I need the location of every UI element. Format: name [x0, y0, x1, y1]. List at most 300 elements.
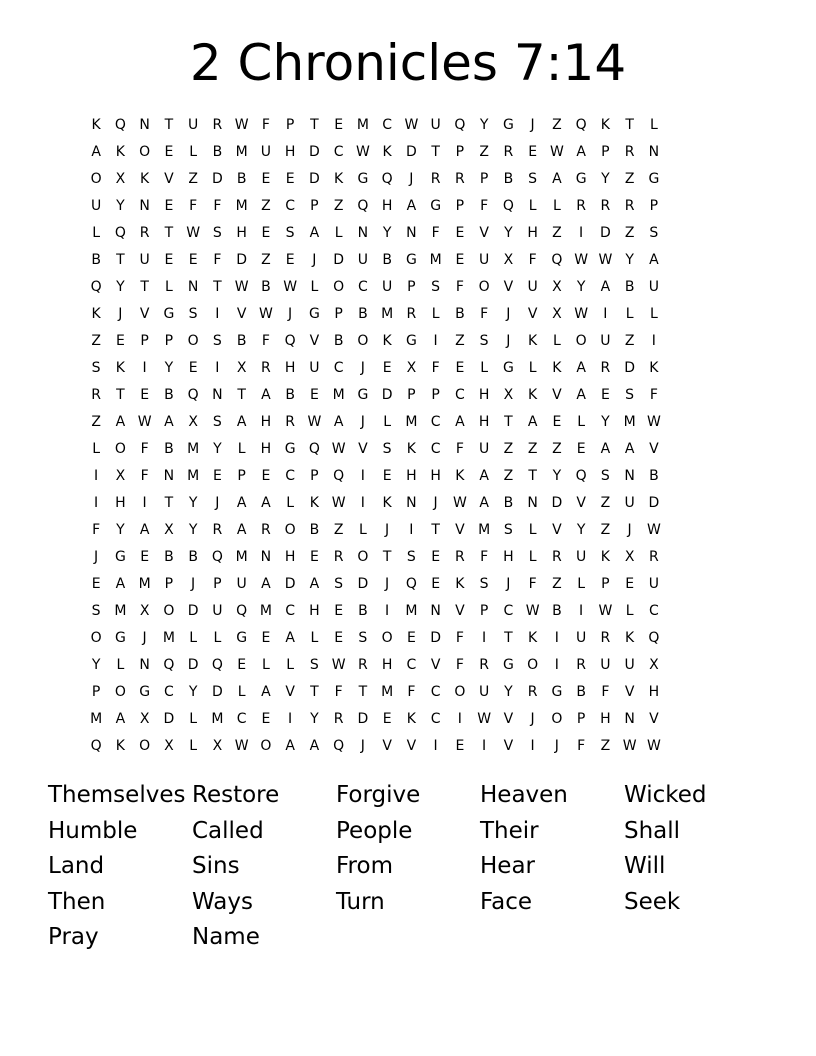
- grid-letter[interactable]: R: [285, 414, 295, 430]
- grid-letter[interactable]: J: [191, 576, 196, 592]
- grid-letter[interactable]: W: [549, 144, 564, 160]
- grid-letter[interactable]: M: [405, 603, 418, 619]
- grid-letter[interactable]: P: [237, 468, 246, 484]
- grid-letter[interactable]: R: [406, 306, 417, 322]
- grid-letter[interactable]: E: [455, 252, 465, 268]
- grid-letter[interactable]: H: [478, 414, 490, 430]
- grid-letter[interactable]: L: [286, 495, 295, 511]
- grid-letter[interactable]: P: [455, 198, 465, 214]
- grid-letter[interactable]: E: [600, 387, 610, 403]
- grid-letter[interactable]: E: [261, 468, 271, 484]
- grid-letter[interactable]: L: [310, 630, 319, 646]
- grid-letter[interactable]: L: [189, 738, 198, 754]
- grid-letter[interactable]: E: [261, 711, 271, 727]
- grid-letter[interactable]: J: [554, 738, 559, 754]
- grid-letter[interactable]: L: [528, 360, 537, 376]
- grid-letter[interactable]: I: [651, 333, 656, 349]
- grid-letter[interactable]: E: [164, 144, 174, 160]
- grid-letter[interactable]: B: [576, 684, 586, 700]
- grid-letter[interactable]: G: [405, 252, 417, 268]
- grid-letter[interactable]: A: [479, 495, 489, 511]
- grid-letter[interactable]: K: [455, 576, 465, 592]
- grid-letter[interactable]: D: [599, 225, 611, 241]
- grid-letter[interactable]: W: [307, 414, 322, 430]
- grid-letter[interactable]: A: [261, 387, 271, 403]
- grid-letter[interactable]: B: [261, 279, 271, 295]
- grid-letter[interactable]: U: [648, 279, 659, 295]
- grid-letter[interactable]: C: [357, 279, 368, 295]
- grid-letter[interactable]: M: [259, 603, 272, 619]
- grid-letter[interactable]: C: [285, 468, 296, 484]
- grid-letter[interactable]: N: [406, 495, 417, 511]
- grid-letter[interactable]: C: [454, 387, 465, 403]
- grid-letter[interactable]: D: [551, 495, 563, 511]
- grid-letter[interactable]: W: [331, 495, 346, 511]
- grid-letter[interactable]: C: [333, 360, 344, 376]
- grid-letter[interactable]: J: [506, 306, 511, 322]
- grid-letter[interactable]: F: [480, 306, 489, 322]
- grid-letter[interactable]: X: [552, 306, 562, 322]
- grid-letter[interactable]: O: [163, 603, 175, 619]
- grid-letter[interactable]: F: [261, 117, 270, 133]
- grid-letter[interactable]: E: [455, 225, 465, 241]
- grid-letter[interactable]: J: [433, 495, 438, 511]
- grid-letter[interactable]: Z: [552, 117, 562, 133]
- grid-letter[interactable]: X: [503, 387, 514, 403]
- grid-letter[interactable]: X: [503, 252, 514, 268]
- grid-letter[interactable]: A: [576, 360, 586, 376]
- grid-letter[interactable]: A: [236, 522, 247, 538]
- grid-letter[interactable]: L: [383, 414, 392, 430]
- grid-letter[interactable]: V: [503, 738, 514, 754]
- grid-letter[interactable]: Z: [527, 441, 538, 457]
- grid-letter[interactable]: A: [285, 738, 295, 754]
- grid-letter[interactable]: G: [405, 333, 417, 349]
- grid-letter[interactable]: R: [212, 117, 223, 133]
- grid-letter[interactable]: E: [455, 738, 465, 754]
- grid-letter[interactable]: D: [187, 657, 199, 673]
- grid-letter[interactable]: C: [236, 711, 247, 727]
- grid-letter[interactable]: H: [284, 360, 296, 376]
- grid-letter[interactable]: O: [381, 630, 393, 646]
- grid-letter[interactable]: X: [236, 360, 247, 376]
- grid-letter[interactable]: E: [455, 360, 465, 376]
- grid-letter[interactable]: Z: [600, 522, 611, 538]
- grid-letter[interactable]: B: [382, 252, 392, 268]
- grid-letter[interactable]: U: [212, 603, 223, 619]
- grid-letter[interactable]: K: [600, 117, 610, 133]
- grid-letter[interactable]: M: [162, 630, 175, 646]
- grid-letter[interactable]: G: [502, 360, 514, 376]
- grid-letter[interactable]: V: [406, 738, 417, 754]
- grid-letter[interactable]: N: [163, 468, 175, 484]
- grid-letter[interactable]: O: [114, 684, 126, 700]
- grid-letter[interactable]: E: [188, 360, 198, 376]
- grid-letter[interactable]: R: [479, 657, 489, 673]
- grid-letter[interactable]: F: [92, 522, 101, 538]
- grid-letter[interactable]: I: [482, 630, 487, 646]
- grid-letter[interactable]: W: [404, 117, 419, 133]
- grid-letter[interactable]: H: [430, 468, 441, 484]
- grid-letter[interactable]: L: [358, 522, 367, 538]
- grid-letter[interactable]: Q: [90, 738, 102, 754]
- grid-letter[interactable]: H: [381, 657, 393, 673]
- grid-letter[interactable]: T: [164, 495, 174, 511]
- grid-letter[interactable]: E: [115, 333, 125, 349]
- grid-letter[interactable]: Z: [479, 144, 489, 160]
- grid-letter[interactable]: J: [385, 576, 390, 592]
- grid-letter[interactable]: Y: [91, 657, 101, 673]
- grid-letter[interactable]: H: [600, 711, 611, 727]
- grid-letter[interactable]: J: [530, 117, 535, 133]
- grid-letter[interactable]: R: [600, 360, 611, 376]
- grid-letter[interactable]: Z: [333, 198, 344, 214]
- grid-letter[interactable]: R: [600, 198, 611, 214]
- grid-letter[interactable]: V: [236, 306, 247, 322]
- grid-letter[interactable]: R: [261, 360, 271, 376]
- grid-letter[interactable]: W: [355, 144, 370, 160]
- grid-letter[interactable]: T: [358, 684, 368, 700]
- letter-grid[interactable]: [84, 114, 732, 762]
- grid-letter[interactable]: S: [91, 603, 101, 619]
- grid-letter[interactable]: S: [188, 306, 198, 322]
- grid-letter[interactable]: L: [552, 198, 561, 214]
- grid-letter[interactable]: Y: [552, 468, 562, 484]
- grid-letter[interactable]: R: [358, 657, 368, 673]
- grid-letter[interactable]: W: [234, 279, 249, 295]
- grid-letter[interactable]: W: [574, 252, 589, 268]
- grid-letter[interactable]: S: [479, 576, 489, 592]
- grid-letter[interactable]: C: [333, 144, 344, 160]
- grid-letter[interactable]: A: [139, 522, 150, 538]
- grid-letter[interactable]: H: [648, 684, 660, 700]
- grid-letter[interactable]: K: [382, 495, 392, 511]
- grid-letter[interactable]: E: [164, 252, 174, 268]
- grid-letter[interactable]: F: [528, 576, 537, 592]
- grid-letter[interactable]: R: [624, 198, 635, 214]
- grid-letter[interactable]: D: [236, 252, 248, 268]
- grid-letter[interactable]: E: [552, 414, 562, 430]
- grid-letter[interactable]: Z: [624, 333, 635, 349]
- grid-letter[interactable]: O: [187, 333, 199, 349]
- grid-letter[interactable]: K: [91, 306, 101, 322]
- grid-letter[interactable]: I: [554, 657, 559, 673]
- grid-letter[interactable]: N: [527, 495, 538, 511]
- grid-letter[interactable]: S: [625, 387, 635, 403]
- grid-letter[interactable]: S: [406, 549, 416, 565]
- grid-letter[interactable]: W: [646, 522, 661, 538]
- grid-letter[interactable]: B: [164, 549, 174, 565]
- grid-letter[interactable]: B: [236, 171, 247, 187]
- grid-letter[interactable]: P: [407, 279, 416, 295]
- grid-letter[interactable]: G: [430, 198, 442, 214]
- grid-letter[interactable]: P: [601, 576, 610, 592]
- grid-letter[interactable]: A: [333, 414, 344, 430]
- grid-letter[interactable]: P: [164, 576, 174, 592]
- grid-letter[interactable]: U: [309, 360, 320, 376]
- grid-letter[interactable]: S: [212, 414, 222, 430]
- grid-letter[interactable]: B: [333, 333, 344, 349]
- grid-letter[interactable]: R: [649, 549, 659, 565]
- grid-letter[interactable]: V: [358, 441, 368, 457]
- grid-letter[interactable]: C: [430, 441, 441, 457]
- grid-letter[interactable]: V: [503, 711, 514, 727]
- grid-letter[interactable]: Q: [236, 603, 248, 619]
- grid-letter[interactable]: F: [140, 441, 149, 457]
- grid-letter[interactable]: P: [140, 333, 149, 349]
- grid-letter[interactable]: V: [139, 306, 150, 322]
- grid-letter[interactable]: G: [357, 171, 369, 187]
- grid-letter[interactable]: L: [213, 630, 222, 646]
- grid-letter[interactable]: A: [261, 576, 271, 592]
- grid-letter[interactable]: Q: [114, 117, 126, 133]
- grid-letter[interactable]: V: [552, 522, 562, 538]
- grid-letter[interactable]: Y: [625, 252, 634, 268]
- grid-letter[interactable]: L: [261, 657, 270, 673]
- grid-letter[interactable]: B: [188, 549, 198, 565]
- grid-letter[interactable]: R: [600, 630, 611, 646]
- grid-letter[interactable]: B: [212, 144, 223, 160]
- grid-letter[interactable]: E: [406, 630, 416, 646]
- grid-letter[interactable]: F: [431, 360, 440, 376]
- grid-letter[interactable]: T: [431, 522, 440, 538]
- grid-letter[interactable]: H: [260, 441, 272, 457]
- grid-letter[interactable]: U: [600, 657, 611, 673]
- grid-letter[interactable]: B: [309, 522, 320, 538]
- grid-letter[interactable]: H: [284, 549, 296, 565]
- grid-letter[interactable]: M: [623, 414, 636, 430]
- grid-letter[interactable]: F: [189, 198, 198, 214]
- grid-letter[interactable]: K: [140, 171, 150, 187]
- grid-letter[interactable]: N: [648, 144, 660, 160]
- grid-letter[interactable]: R: [576, 657, 586, 673]
- grid-letter[interactable]: O: [139, 738, 151, 754]
- grid-letter[interactable]: V: [649, 711, 659, 727]
- grid-letter[interactable]: M: [405, 414, 418, 430]
- grid-letter[interactable]: C: [285, 603, 296, 619]
- grid-letter[interactable]: Y: [504, 684, 513, 700]
- grid-letter[interactable]: W: [137, 414, 152, 430]
- grid-letter[interactable]: S: [431, 279, 441, 295]
- grid-letter[interactable]: D: [284, 576, 296, 592]
- grid-letter[interactable]: M: [429, 252, 442, 268]
- grid-letter[interactable]: V: [576, 495, 586, 511]
- grid-letter[interactable]: A: [164, 414, 174, 430]
- grid-letter[interactable]: F: [601, 684, 610, 700]
- grid-letter[interactable]: F: [480, 198, 489, 214]
- grid-letter[interactable]: G: [114, 630, 126, 646]
- grid-letter[interactable]: D: [333, 252, 345, 268]
- grid-letter[interactable]: Y: [576, 522, 586, 538]
- grid-letter[interactable]: J: [506, 576, 511, 592]
- grid-letter[interactable]: T: [382, 549, 392, 565]
- grid-letter[interactable]: A: [455, 414, 465, 430]
- grid-letter[interactable]: U: [357, 252, 368, 268]
- grid-letter[interactable]: W: [598, 603, 613, 619]
- grid-letter[interactable]: A: [309, 738, 320, 754]
- grid-letter[interactable]: I: [530, 738, 535, 754]
- grid-letter[interactable]: H: [527, 225, 538, 241]
- grid-letter[interactable]: O: [260, 738, 272, 754]
- grid-letter[interactable]: W: [331, 441, 346, 457]
- grid-letter[interactable]: W: [258, 306, 273, 322]
- grid-letter[interactable]: L: [334, 225, 343, 241]
- grid-letter[interactable]: N: [260, 549, 272, 565]
- grid-letter[interactable]: J: [215, 495, 220, 511]
- grid-letter[interactable]: H: [406, 468, 417, 484]
- grid-letter[interactable]: M: [138, 576, 151, 592]
- grid-letter[interactable]: I: [385, 603, 390, 619]
- grid-letter[interactable]: P: [479, 171, 489, 187]
- grid-letter[interactable]: L: [649, 117, 658, 133]
- grid-letter[interactable]: S: [528, 171, 538, 187]
- grid-letter[interactable]: L: [286, 657, 295, 673]
- grid-letter[interactable]: G: [502, 657, 514, 673]
- grid-letter[interactable]: O: [139, 144, 151, 160]
- grid-letter[interactable]: O: [454, 684, 466, 700]
- grid-letter[interactable]: T: [164, 225, 174, 241]
- grid-letter[interactable]: Y: [188, 522, 198, 538]
- grid-letter[interactable]: Q: [381, 171, 393, 187]
- grid-letter[interactable]: E: [164, 198, 174, 214]
- grid-letter[interactable]: I: [94, 468, 99, 484]
- grid-letter[interactable]: N: [139, 657, 150, 673]
- grid-letter[interactable]: T: [504, 630, 513, 646]
- grid-letter[interactable]: M: [187, 441, 200, 457]
- grid-letter[interactable]: A: [115, 711, 126, 727]
- grid-letter[interactable]: L: [625, 603, 634, 619]
- grid-letter[interactable]: I: [603, 306, 608, 322]
- grid-letter[interactable]: Z: [333, 522, 344, 538]
- grid-letter[interactable]: S: [358, 630, 368, 646]
- grid-letter[interactable]: L: [310, 279, 319, 295]
- grid-letter[interactable]: X: [188, 414, 198, 430]
- grid-letter[interactable]: E: [140, 387, 150, 403]
- grid-letter[interactable]: N: [624, 468, 635, 484]
- grid-letter[interactable]: S: [503, 522, 513, 538]
- grid-letter[interactable]: M: [478, 522, 491, 538]
- grid-letter[interactable]: L: [189, 630, 198, 646]
- grid-letter[interactable]: Z: [552, 225, 562, 241]
- grid-letter[interactable]: P: [334, 306, 343, 322]
- grid-letter[interactable]: Z: [600, 738, 611, 754]
- grid-letter[interactable]: T: [213, 279, 222, 295]
- grid-letter[interactable]: I: [215, 360, 220, 376]
- grid-letter[interactable]: V: [430, 657, 441, 673]
- grid-letter[interactable]: B: [455, 306, 465, 322]
- grid-letter[interactable]: K: [528, 333, 538, 349]
- grid-letter[interactable]: Y: [188, 684, 198, 700]
- grid-letter[interactable]: L: [116, 657, 125, 673]
- grid-letter[interactable]: H: [284, 144, 296, 160]
- grid-letter[interactable]: W: [234, 738, 249, 754]
- grid-letter[interactable]: C: [430, 684, 441, 700]
- grid-letter[interactable]: S: [285, 225, 295, 241]
- grid-letter[interactable]: G: [284, 441, 296, 457]
- grid-letter[interactable]: U: [576, 630, 587, 646]
- grid-letter[interactable]: S: [479, 333, 489, 349]
- grid-letter[interactable]: A: [649, 252, 659, 268]
- grid-letter[interactable]: W: [525, 603, 540, 619]
- grid-letter[interactable]: Z: [261, 252, 271, 268]
- grid-letter[interactable]: P: [455, 144, 465, 160]
- grid-letter[interactable]: G: [139, 684, 151, 700]
- grid-letter[interactable]: Z: [552, 441, 562, 457]
- grid-letter[interactable]: I: [579, 225, 584, 241]
- grid-letter[interactable]: V: [552, 387, 562, 403]
- grid-letter[interactable]: J: [312, 252, 317, 268]
- grid-letter[interactable]: B: [164, 441, 174, 457]
- grid-letter[interactable]: Q: [114, 225, 126, 241]
- grid-letter[interactable]: A: [115, 414, 126, 430]
- grid-letter[interactable]: B: [552, 603, 562, 619]
- grid-letter[interactable]: D: [308, 144, 320, 160]
- grid-letter[interactable]: A: [236, 495, 247, 511]
- grid-letter[interactable]: W: [283, 279, 298, 295]
- grid-letter[interactable]: U: [479, 684, 490, 700]
- grid-letter[interactable]: U: [91, 198, 102, 214]
- grid-letter[interactable]: Y: [116, 279, 125, 295]
- grid-letter[interactable]: W: [452, 495, 467, 511]
- grid-letter[interactable]: M: [356, 117, 369, 133]
- grid-letter[interactable]: V: [382, 738, 392, 754]
- grid-letter[interactable]: H: [115, 495, 126, 511]
- grid-letter[interactable]: Q: [333, 468, 345, 484]
- grid-letter[interactable]: S: [649, 225, 659, 241]
- grid-letter[interactable]: P: [213, 576, 222, 592]
- grid-letter[interactable]: T: [310, 684, 319, 700]
- grid-letter[interactable]: Y: [188, 495, 198, 511]
- grid-letter[interactable]: B: [358, 306, 368, 322]
- grid-letter[interactable]: F: [431, 225, 440, 241]
- grid-letter[interactable]: V: [624, 684, 635, 700]
- grid-letter[interactable]: Q: [575, 468, 587, 484]
- grid-letter[interactable]: E: [237, 657, 247, 673]
- grid-letter[interactable]: V: [164, 171, 174, 187]
- grid-letter[interactable]: V: [309, 333, 320, 349]
- grid-letter[interactable]: G: [308, 306, 320, 322]
- grid-letter[interactable]: L: [577, 576, 586, 592]
- grid-letter[interactable]: L: [431, 306, 440, 322]
- grid-letter[interactable]: A: [600, 441, 611, 457]
- grid-letter[interactable]: E: [285, 171, 295, 187]
- grid-letter[interactable]: P: [601, 144, 610, 160]
- grid-letter[interactable]: I: [457, 711, 462, 727]
- grid-letter[interactable]: I: [360, 495, 365, 511]
- grid-letter[interactable]: A: [600, 279, 611, 295]
- grid-letter[interactable]: A: [309, 576, 320, 592]
- grid-letter[interactable]: I: [409, 522, 414, 538]
- grid-letter[interactable]: L: [480, 360, 489, 376]
- grid-letter[interactable]: X: [139, 711, 150, 727]
- grid-letter[interactable]: K: [455, 468, 465, 484]
- grid-letter[interactable]: T: [140, 279, 149, 295]
- grid-letter[interactable]: Q: [648, 630, 660, 646]
- grid-letter[interactable]: G: [236, 630, 248, 646]
- grid-letter[interactable]: D: [357, 711, 369, 727]
- grid-letter[interactable]: Y: [601, 171, 610, 187]
- grid-letter[interactable]: A: [236, 414, 247, 430]
- grid-letter[interactable]: W: [598, 252, 613, 268]
- grid-letter[interactable]: R: [455, 171, 465, 187]
- grid-letter[interactable]: M: [211, 711, 224, 727]
- grid-letter[interactable]: G: [163, 306, 175, 322]
- grid-letter[interactable]: U: [527, 279, 538, 295]
- grid-letter[interactable]: X: [115, 468, 126, 484]
- grid-letter[interactable]: L: [237, 684, 246, 700]
- grid-letter[interactable]: J: [506, 333, 511, 349]
- grid-letter[interactable]: D: [381, 387, 393, 403]
